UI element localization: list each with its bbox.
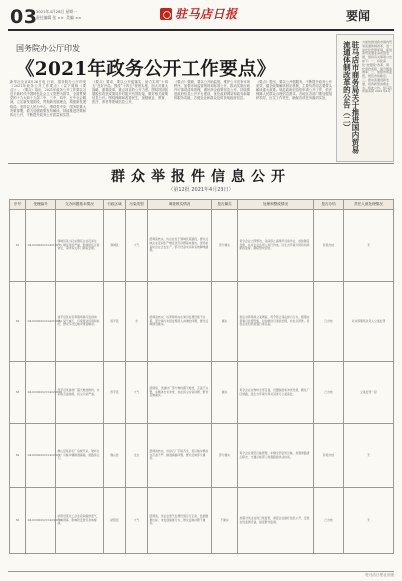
table-cell-punish: 立案处罚一起 (344, 362, 394, 424)
table-row (10, 210, 394, 282)
column-header: 污染类型 (126, 200, 148, 210)
report-table (9, 199, 394, 554)
column-header: 责任人被处理情况 (344, 200, 394, 210)
table-row (10, 488, 394, 554)
article-body (10, 80, 332, 158)
table-cell-type: 水 (126, 282, 148, 362)
table-cell-survey: 经调查，该建材厂部分物料露天堆放，苫盖不完整，车辆进出未冲洗，存在扬尘污染问题，群众反映属实。 (148, 362, 212, 424)
table-cell-no: 61 (10, 210, 26, 282)
newspaper-logo (160, 5, 238, 22)
table-cell-punish: 无 (344, 424, 394, 488)
top-divider (8, 29, 394, 31)
table-cell-verified: 属实 (212, 282, 238, 362)
table-cell-verified: 部分属实 (212, 424, 238, 488)
table-cell-no: 64 (10, 424, 26, 488)
table-cell-verified: 不属实 (212, 488, 238, 554)
table-cell-survey: 经调查，该企业废气处理设施运行正常，监测数据达标，未发现偷排行为，群众反映问题不属实。 (148, 488, 212, 554)
table-cell-handling: 责令企业对物料全部苫盖，设置围挡和冲洗设施，硬化厂区道路，县生态环境分局对其进行立案查处。 (238, 362, 314, 424)
table-cell-handling: 加强对该企业的日常监管，督促企业做好信息公开，安装在线监测设备，接受群众监督。 (238, 488, 314, 554)
table-cell-no: 62 (10, 282, 26, 362)
column-header: 是否属实 (212, 200, 238, 210)
article-column: 新华社北京4月26日电 日前，国务院办公厅印发《2021年政务公开工作要点》（以下简称《要点》）。《要点》指出，2021年政务公开工作要以习近平新时代中国特色社会主义思想为指导，全面贯彻党的十九大和十九届二中、三中、四中、五中全会精神，立足新发展阶段，贯彻新发展理念，构建新发展格局，坚持以人民为中心，围绕党中央、国务院重大决策部署，着力加强政策发布解读，持续推进决策和执行公开，不断提升政务公开质量和实效。 (10, 80, 86, 117)
table-cell-handling: 依法对养殖场立案调查，责令停止违法排污行为，限期完善粪污处理设施，对沟渠进行清淤治理，并处以罚款。县农业农村局加强日常巡查。 (238, 282, 314, 362)
footer-divider (8, 571, 394, 572)
table-cell-closed: 已办结 (314, 282, 344, 362)
table-cell-region: 泌阳县 (104, 488, 126, 554)
table-cell-closed: 已办结 (314, 362, 344, 424)
table-cell-issue: 西平县某建材厂露天堆放物料，未采取苫盖措施，扬尘污染严重。 (56, 362, 104, 424)
logo-text: 驻马店日报 (175, 7, 238, 21)
section-divider (8, 163, 394, 164)
table-header-row (10, 200, 394, 210)
table-cell-closed: 阶段办结 (314, 210, 344, 282)
table-cell-survey: 经调查核实，该养殖场存在粪污处理设施不完善、部分粪污未经处理流入沟渠的问题，群众反映情况属实。 (148, 282, 212, 362)
table-cell-type: 大气 (126, 488, 148, 554)
board-subtitle: （第12批 2021年4月23日） (168, 187, 234, 193)
table-cell-issue: 驿城区某小区东侧有企业夜间生产，噪音扰民严重，影响居民正常休息，请求有关部门调查处理。 (56, 210, 104, 282)
table-cell-handling: 责令企业立即整改，夜间停止高噪声设备作业，加装隔音设施，并对企业负责人进行约谈。区生态环境分局将持续跟踪监督，确保整改到位。 (238, 210, 314, 282)
section-tag: 要闻 (346, 9, 371, 23)
table-cell-punish: 无 (344, 488, 394, 554)
column-header: 行政区域 (104, 200, 126, 210)
table-cell-region: 遂平县 (104, 282, 126, 362)
article-kicker: 国务院办公厅印发 (16, 44, 80, 53)
sidebar-title: 驻马店市商务局关于推进国内贸易流通体制改革的公告（二） (342, 41, 360, 154)
table-cell-issue: 泌阳县某化工企业夜间偷排废气，气味刺鼻，影响附近居民身体健康。 (56, 488, 104, 554)
table-cell-region: 驿城区 (104, 210, 126, 282)
table-cell-punish: 对该养殖场负责人立案处罚 (344, 282, 394, 362)
article-column: 《要点》提出，要以公开强服务，不断提升政务公开质效。健全政策解读回应机制，主要负责同志要带头解读重大政策。规范政府信息依申请公开工作，依法保障人民群众合理信息需求。各地区各部门要加强组织领导，压实工作责任，确保各项任务落到实处。 (256, 80, 332, 101)
date-line: 2021年4月26日 星期一 责任编辑 张 ×× 美编 ×× (36, 9, 82, 20)
column-header: 序号 (10, 200, 26, 210)
column-header: 受理编号 (26, 200, 56, 210)
sidebar-text: 为加快推进我市国内贸易流通体制改革，进一步优化营商环境，促进商贸流通业高质量发展，现将有关事项公告如下：一、持续深化“放管服”改革，简化审批流程，提升服务效率；二、加强市场监管，规范市场秩序；三、推动流通创新发展，培育新型消费业态。特此公告。驻马店市商务局 2021年4月 (362, 40, 393, 94)
board-title: 群众举报件信息公开 (111, 169, 291, 185)
table-cell-issue: 确山县某砂石厂违规开采，破坏生态，运输车辆抛洒滴漏，道路扬尘大。 (56, 424, 104, 488)
sidebar-notice (336, 34, 394, 162)
column-header: 交办问题基本情况 (56, 200, 104, 210)
article-column: 《要点》要求，要以公开促落实，助力实现“十四五”良好开局。围绕“十四五”规划实施，加大对重大战略、重要改革、重点项目的公开力度。围绕巩固拓展脱贫攻坚成果同乡村振兴有效衔接，做好相关政策信息公开。围绕保障和改善民生，加强就业、教育、医疗、养老等领域信息公开。 (92, 80, 168, 105)
column-header: 是否办结 (314, 200, 344, 210)
table-row (10, 362, 394, 424)
table-cell-type: 大气 (126, 362, 148, 424)
table-cell-handling: 责令企业规范运输管理，车辆全部密闭运输，加强道路清扫保洁，交通运输部门加强路面执法检查。 (238, 424, 314, 488)
table-cell-closed: 已办结 (314, 488, 344, 554)
table-cell-region: 确山县 (104, 424, 126, 488)
table-cell-id: D410000202104210015 (26, 210, 56, 282)
column-header: 调查核实情况 (148, 200, 212, 210)
table-cell-issue: 遂平县某村有养殖场粪污直排沟渠，臭气熏天，污染周边环境和农田，群众多次反映未得到解决。 (56, 282, 104, 362)
table-cell-id: D410000202104220008 (26, 362, 56, 424)
footer-text: 驻马店日报社出版 (365, 572, 394, 577)
table-row (10, 424, 394, 488)
logo-seal-icon (160, 8, 172, 20)
table-cell-verified: 属实 (212, 362, 238, 424)
table-cell-closed: 阶段办结 (314, 424, 344, 488)
column-header: 处理和整改情况 (238, 200, 314, 210)
table-cell-id: D410000202104230003 (26, 488, 56, 554)
table-cell-survey: 经调查核实，该企业位于驿城区某路段，群众反映企业夜间生产噪音扰民问题基本属实。现场检查时企业正在生产，部分设备未采取有效降噪措施。 (148, 210, 212, 282)
table-cell-id: D410000202104220017 (26, 424, 56, 488)
table-cell-no: 63 (10, 362, 26, 424)
table-cell-no: 65 (10, 488, 26, 554)
table-cell-id: D410000202104210024 (26, 282, 56, 362)
page-number: 03 (10, 6, 38, 28)
table-row (10, 282, 394, 362)
article-column: 《要点》强调，要以公开助监管，维护公平竞争市场秩序。加强市场监管规则和标准公开，推动实施行政许可事项清单管理，做好涉企政策信息公开。持续推进政府信息公开平台建设，优化政府网站和政务新媒体服务功能，方便企业和群众及时获取政府信息。 (174, 80, 250, 101)
table-cell-type: 生态 (126, 424, 148, 488)
article-headline: 《2021年政务公开工作要点》 (16, 59, 276, 80)
table-cell-region: 西平县 (104, 362, 126, 424)
page-footer (8, 571, 394, 579)
table-cell-punish: 无 (344, 210, 394, 282)
table-cell-type: 大气 (126, 210, 148, 282)
table-cell-survey: 经调查核实，该砂石厂手续齐全，但运输车辆存在苫盖不严、抛洒滴漏问题，群众反映部分属实。 (148, 424, 212, 488)
table-cell-verified: 部分属实 (212, 210, 238, 282)
